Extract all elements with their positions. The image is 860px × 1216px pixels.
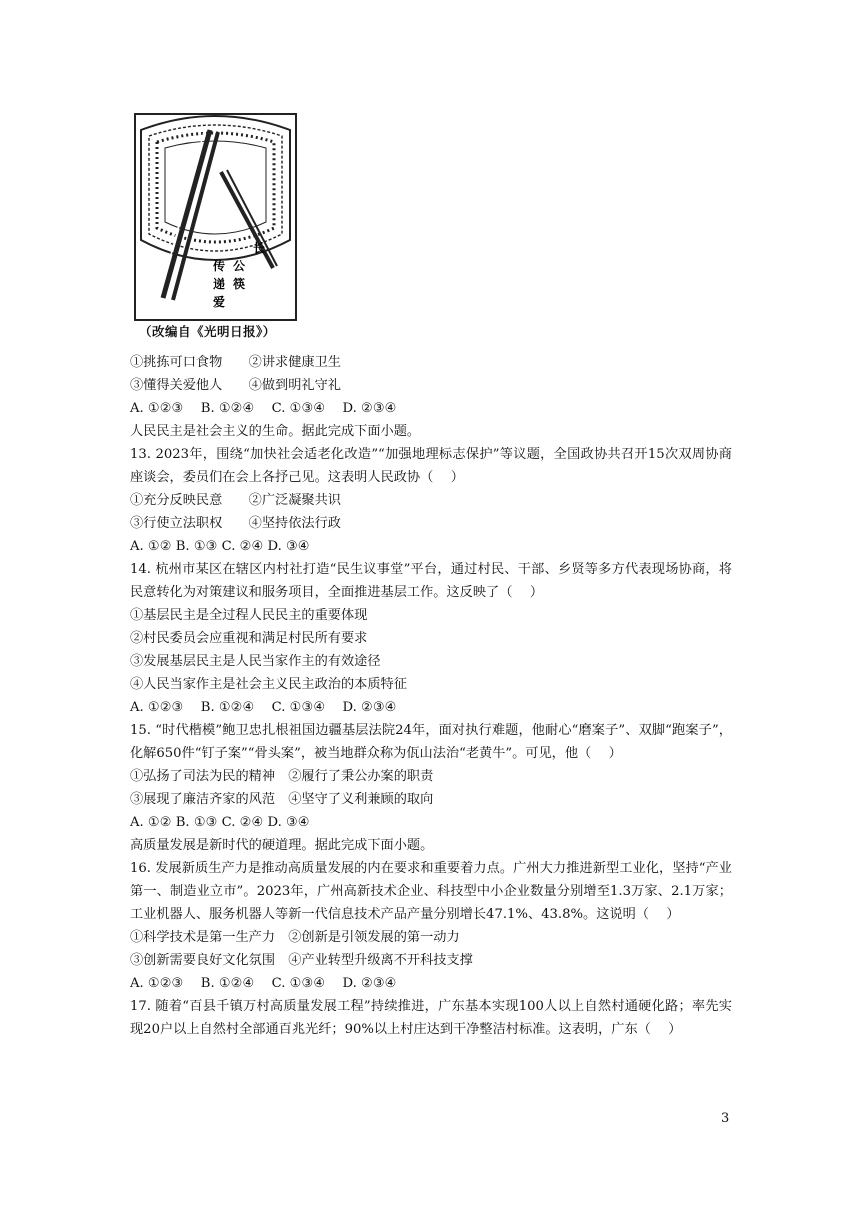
option-line: ①挑拣可口食物 ②讲求健康卫生: [130, 355, 341, 370]
answer-choices: A. ①②③ B. ①②④ C. ①③④ D. ②③④: [130, 700, 397, 715]
slogan-char: 长: [253, 241, 266, 255]
option-line: ③行使立法职权 ④坚持依法行政: [130, 516, 341, 531]
answer-choices: A. ①②③ B. ①②④ C. ①③④ D. ②③④: [130, 401, 397, 416]
question-content: [130, 351, 732, 1041]
option-line: ①弘扬了司法为民的精神 ②履行了秉公办案的职责: [130, 769, 434, 784]
answer-choices: A. ①② B. ①③ C. ②④ D. ③④: [130, 539, 310, 554]
question-13-stem: 13. 2023年，围绕“加快社会适老化改造”“加强地理标志保护”等议题，全国政协共召开15次双周协商座谈会，委员们在会上各抒己见。这表明人民政协（ ）: [130, 447, 732, 485]
option-line: ②村民委员会应重视和满足村民所有要求: [130, 631, 368, 646]
option-line: ③发展基层民主是人民当家作主的有效途径: [130, 654, 381, 669]
option-line: ④人民当家作主是社会主义民主政治的本质特征: [130, 677, 407, 692]
slogan-char: 爱: [213, 295, 226, 309]
slogan-char: 公: [233, 259, 246, 273]
option-line: ①科学技术是第一生产力 ②创新是引领发展的第一动力: [130, 930, 460, 945]
option-line: ③懂得关爱他人 ④做到明礼守礼: [130, 378, 341, 393]
slogan-char: 筷: [233, 277, 246, 291]
option-line: ③创新需要良好文化氛围 ④产业转型升级离不开科技支撑: [130, 953, 473, 968]
public-chopsticks-illustration: [133, 112, 298, 344]
question-14-stem: 14. 杭州市某区在辖区内村社打造“民生议事堂”平台，通过村民、干部、乡贤等多方代表现场协商，将民意转化为对策建议和服务项目，全面推进基层工作。这反映了（ ）: [130, 562, 732, 600]
slogan-char: 传: [213, 259, 226, 273]
answer-choices: A. ①② B. ①③ C. ②④ D. ③④: [130, 815, 310, 830]
figure-caption: （改编自《光明日报》）: [139, 324, 276, 339]
chopsticks-plate-image: [133, 112, 298, 344]
page-number: 3: [721, 1111, 730, 1126]
option-line: ③展现了廉洁齐家的风范 ④坚守了义利兼顾的取向: [130, 792, 434, 807]
question-17-stem: 17. 随着“百县千镇万村高质量发展工程”持续推进，广东基本实现100人以上自然村通硬化路；率先实现20户以上自然村全部通百兆光纤；90%以上村庄达到干净整洁村标准。这表明，广东（ ）: [130, 999, 732, 1037]
option-line: ①充分反映民意 ②广泛凝聚共识: [130, 493, 341, 508]
option-line: ①基层民主是全过程人民民主的重要体现: [130, 608, 368, 623]
question-15-stem: 15. “时代楷模”鲍卫忠扎根祖国边疆基层法院24年，面对执行难题，他耐心“磨案子”、双脚“跑案子”，化解650件“钉子案”“骨头案”，被当地群众称为佤山法治“老黄牛”。可见，他（ ）: [130, 723, 732, 761]
question-16-stem: 16. 发展新质生产力是推动高质量发展的内在要求和重要着力点。广州大力推进新型工业化，坚持“产业第一、制造业立市”。2023年，广州高新技术企业、科技型中小企业数量分别增至1.3万家、2.1万家；工业机器人、服务机器人等新一代信息技术产品产量分别增长47.1%、43.8%。这说明（ ）: [130, 861, 732, 922]
answer-choices: A. ①②③ B. ①②④ C. ①③④ D. ②③④: [130, 976, 397, 991]
slogan-char: 递: [213, 277, 226, 291]
section-intro: 人民民主是社会主义的生命。据此完成下面小题。: [130, 424, 421, 439]
section-intro: 高质量发展是新时代的硬道理。据此完成下面小题。: [130, 838, 434, 853]
